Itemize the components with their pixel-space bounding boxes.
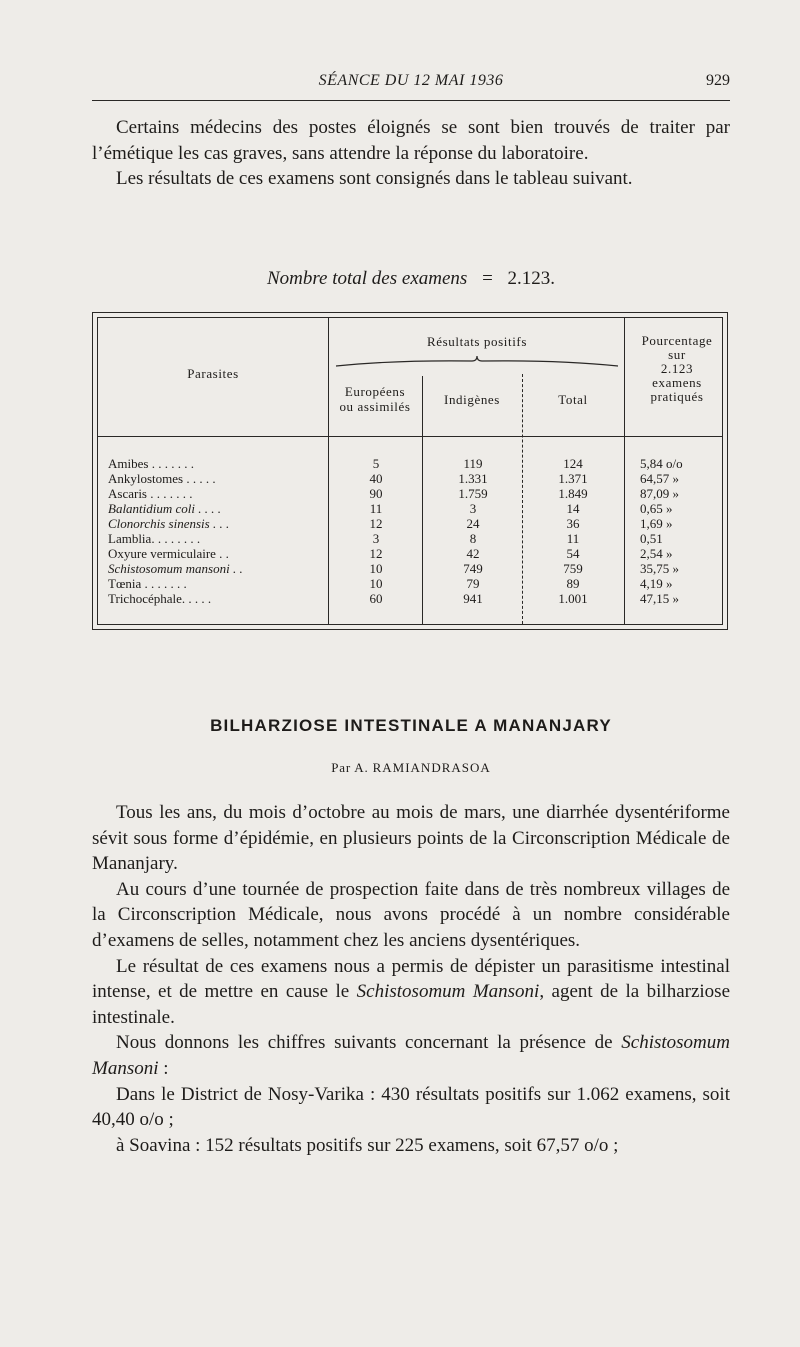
header-europeens — [328, 384, 422, 414]
indigenes-cell: 8 — [469, 531, 477, 546]
header-brace — [334, 354, 620, 368]
total-cell: 89 — [566, 576, 580, 591]
p3-text-c: , agent de la bilharziose intestinale. — [92, 981, 730, 1028]
indigenes-cell: 941 — [463, 591, 483, 606]
header-europeens-line2: ou assimilés — [339, 399, 411, 414]
header-rule — [92, 100, 730, 101]
results-table — [92, 312, 728, 630]
total-cell: 1.849 — [558, 486, 588, 501]
indigenes-cell: 79 — [466, 576, 480, 591]
indigenes-cell: 1.331 — [458, 471, 488, 486]
header-pct-line2: sur — [668, 347, 686, 362]
parasite-cell: Ankylostomes . . . . . — [108, 471, 216, 486]
total-exams-formula — [92, 268, 730, 290]
header-pct-line5: pratiqués — [650, 389, 704, 404]
intro-text — [92, 115, 730, 192]
percentage-cell: 0,65 » — [640, 501, 673, 516]
percentage-cell: 2,54 » — [640, 546, 673, 561]
total-cell: 11 — [566, 531, 580, 546]
article-paragraph-4 — [92, 1030, 730, 1081]
percentage-cell: 64,57 » — [640, 471, 679, 486]
total-cell: 124 — [563, 456, 583, 471]
article-body — [92, 800, 730, 1158]
europeens-cell: 3 — [372, 531, 380, 546]
article-paragraph-5: Dans le District de Nosy-Varika : 430 résultats positifs sur 1.062 examens, soit 40,40 o/o ; — [92, 1083, 730, 1131]
indigenes-cell: 749 — [463, 561, 483, 576]
header-bottom-rule — [98, 436, 722, 437]
total-cell: 1.001 — [558, 591, 588, 606]
europeens-cell: 40 — [369, 471, 383, 486]
article-byline — [92, 760, 730, 776]
article-title: BILHARZIOSE INTESTINALE A MANANJARY — [210, 716, 612, 735]
p3-text-a: Le résultat de ces examens nous a permis de dépister un parasitisme intestinal intense, et de mettre en cause le — [92, 955, 730, 1003]
table-row — [98, 531, 722, 546]
parasite-cell: Lamblia. . . . . . . . — [108, 531, 201, 546]
parasite-cell: Amibes . . . . . . . — [108, 456, 194, 471]
article-paragraph-3 — [92, 954, 730, 1031]
europeens-cell: 12 — [369, 516, 383, 531]
formula-equals: = — [482, 268, 493, 289]
total-cell: 759 — [563, 561, 583, 576]
percentage-cell: 1,69 » — [640, 516, 673, 531]
table-row — [98, 561, 722, 576]
europeens-cell: 60 — [369, 591, 383, 606]
p3-species: Schistosomum Mansoni — [356, 981, 540, 1003]
europeens-cell: 5 — [372, 456, 380, 471]
parasite-cell: Balantidium coli . . . . — [108, 501, 222, 516]
header-pourcentage — [624, 334, 730, 404]
header-pct-line4: examens — [652, 375, 702, 390]
article-paragraph-2: Au cours d’une tournée de prospection faite dans de très nombreux villages de la Circonscription Médicale, nous avons procédé à un nombre considérable d’examens de selles, notamment chez les anciens dysentériques. — [92, 878, 730, 951]
table-row — [98, 471, 722, 486]
europeens-cell: 12 — [369, 546, 383, 561]
table-row — [98, 501, 722, 516]
europeens-cell: 10 — [369, 576, 383, 591]
europeens-cell: 11 — [369, 501, 383, 516]
total-cell: 54 — [566, 546, 580, 561]
indigenes-cell: 42 — [466, 546, 480, 561]
parasite-cell: Schistosomum mansoni . . — [108, 561, 243, 576]
header-resultats-positifs: Résultats positifs — [427, 334, 527, 349]
total-cell: 1.371 — [558, 471, 588, 486]
table-row — [98, 456, 722, 471]
percentage-cell: 87,09 » — [640, 486, 679, 501]
percentage-cell: 0,51 — [640, 531, 663, 546]
table-row — [98, 516, 722, 531]
formula-value: 2.123. — [507, 268, 556, 289]
parasite-cell: Oxyure vermiculaire . . — [108, 546, 229, 561]
p4-species: Schistosomum Mansoni — [92, 1032, 731, 1079]
indigenes-cell: 119 — [463, 456, 483, 471]
parasite-cell: Tœnia . . . . . . . — [108, 576, 187, 591]
header-pct-line1: Pourcentage — [641, 333, 713, 348]
percentage-cell: 35,75 » — [640, 561, 679, 576]
table-row — [98, 546, 722, 561]
p4-text-a: Nous donnons les chiffres suivants concernant la présence de — [116, 1032, 613, 1054]
percentage-cell: 4,19 » — [640, 576, 673, 591]
table-row — [98, 591, 722, 606]
table-row — [98, 576, 722, 591]
byline-prefix: Par A. — [331, 760, 369, 775]
header-europeens-line1: Européens — [344, 384, 406, 399]
table-row — [98, 486, 722, 501]
header-pct-line3: 2.123 — [660, 361, 694, 376]
page-number: 929 — [706, 72, 730, 89]
parasite-cell: Clonorchis sinensis . . . — [108, 516, 230, 531]
percentage-cell: 47,15 » — [640, 591, 679, 606]
parasite-cell: Ascaris . . . . . . . — [108, 486, 193, 501]
indigenes-cell: 3 — [469, 501, 477, 516]
article-paragraph-6: à Soavina : 152 résultats positifs sur 225 examens, soit 67,57 o/o ; — [116, 1134, 619, 1156]
running-head — [92, 70, 730, 96]
results-table-inner — [97, 317, 723, 625]
running-title: SÉANCE DU 12 MAI 1936 — [318, 72, 504, 89]
indigenes-cell: 1.759 — [458, 486, 488, 501]
percentage-cell: 5,84 o/o — [640, 456, 683, 471]
total-cell: 14 — [566, 501, 580, 516]
header-parasites: Parasites — [187, 366, 239, 381]
intro-paragraph-2: Les résultats de ces examens sont consignés dans le tableau suivant. — [116, 168, 633, 189]
europeens-cell: 10 — [369, 561, 383, 576]
header-total: Total — [558, 392, 588, 407]
byline-author: RAMIANDRASOA — [372, 760, 491, 775]
header-indigenes: Indigènes — [444, 392, 500, 407]
total-cell: 36 — [566, 516, 580, 531]
article-paragraph-1: Tous les ans, du mois d’octobre au mois de mars, une diarrhée dysentériforme sévit sous forme d’épidémie, en plusieurs points de la Circonscription Médicale de Mananjary. — [92, 802, 730, 875]
europeens-cell: 90 — [369, 486, 383, 501]
p4-text-c: : — [158, 1057, 169, 1079]
intro-paragraph-1: Certains médecins des postes éloignés se sont bien trouvés de traiter par l’émétique les cas graves, sans attendre la réponse du laboratoire. — [92, 117, 730, 164]
indigenes-cell: 24 — [466, 516, 480, 531]
parasite-cell: Trichocéphale. . . . . — [108, 591, 212, 606]
formula-label: Nombre total des examens — [266, 268, 468, 289]
